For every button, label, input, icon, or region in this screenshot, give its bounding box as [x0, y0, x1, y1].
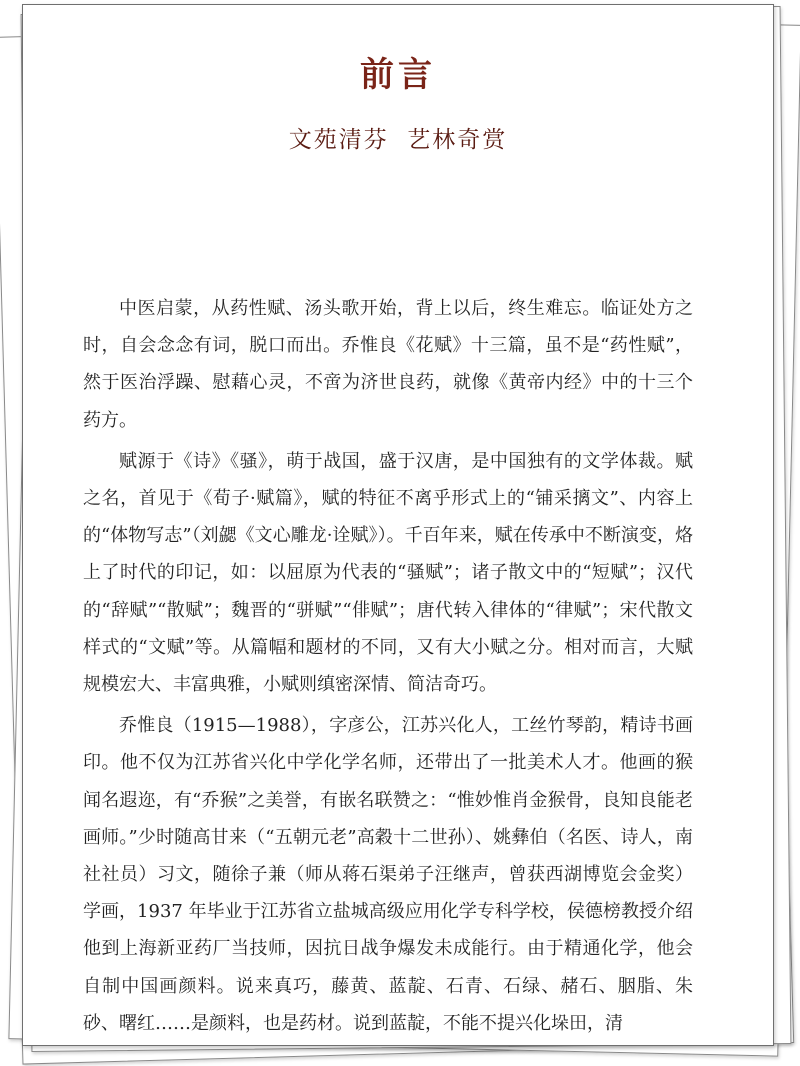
- paragraph-3: 乔惟良（1915—1988），字彦公，江苏兴化人，工丝竹琴韵，精诗书画印。他不仅为江苏省兴化中学化学名师，还带出了一批美术人才。他画的猴闻名遐迩，有“乔猴”之美誉，有嵌名联赞之：“惟妙惟肖金猴骨，良知良能老画师。”少时随高甘来（“五朝元老”高穀十二世孙）、姚彝伯（名医、诗人，南社社员）习文，随徐子兼（师从蒋石渠弟子汪继声，曾获西湖博览会金奖）学画，1937 年毕业于江苏省立盐城高级应用化学专科学校，侯德榜教授介绍他到上海新亚药厂当技师，因抗日战争爆发未成能行。由于精通化学，他会自制中国画颜料。说来真巧，藤黄、蓝靛、石青、石绿、赭石、胭脂、朱砂、曙红……是颜料，也是药材。说到蓝靛，不能不提兴化垛田，清: [83, 715, 693, 1034]
- paragraph-2: 赋源于《诗》《骚》，萌于战国，盛于汉唐，是中国独有的文学体裁。赋之名，首见于《荀子·赋篇》，赋的特征不离乎形式上的“铺采摛文”、内容上的“体物写志”（刘勰《文心雕龙·诠赋》）。千百年来，赋在传承中不断演变，烙上了时代的印记，如：以屈原为代表的“骚赋”；诸子散文中的“短赋”；汉代的“辞赋”“散赋”；魏晋的“骈赋”“俳赋”；唐代转入律体的“律赋”；宋代散文样式的“文赋”等。从篇幅和题材的不同，又有大小赋之分。相对而言，大赋规模宏大、丰富典雅，小赋则缜密深情、简洁奇巧。: [83, 450, 693, 696]
- document-page: [22, 4, 774, 1046]
- paragraph-1: 中医启蒙，从药性赋、汤头歌开始，背上以后，终生难忘。临证处方之时，自会念念有词，脱口而出。乔惟良《花赋》十三篇，虽不是“药性赋”，然于医治浮躁、慰藉心灵，不啻为济世良药，就像《黄帝内经》中的十三个药方。: [83, 298, 693, 431]
- page-subtitle: 文苑清芬 艺林奇赏: [288, 127, 508, 153]
- page-title: 前言: [360, 55, 436, 95]
- body-text: [83, 290, 693, 1046]
